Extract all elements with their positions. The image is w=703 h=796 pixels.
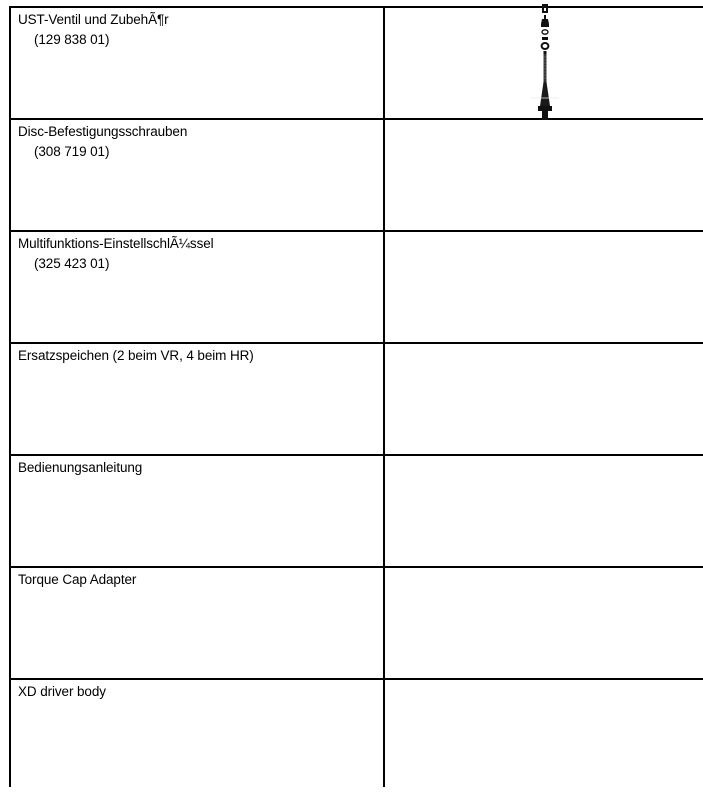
item-image-cell bbox=[384, 119, 703, 231]
item-image-cell bbox=[384, 455, 703, 567]
item-name: Bedienungsanleitung bbox=[18, 460, 143, 475]
parts-table bbox=[9, 6, 703, 787]
item-part-number: (308 719 01) bbox=[34, 144, 110, 159]
item-part-number: (129 838 01) bbox=[34, 32, 110, 47]
table-row bbox=[10, 7, 703, 119]
item-name: Multifunktions-EinstellschlÃ¼ssel bbox=[18, 236, 214, 251]
item-label-cell bbox=[10, 7, 384, 119]
item-part-number: (325 423 01) bbox=[34, 256, 110, 271]
table-row bbox=[10, 343, 703, 455]
item-name: XD driver body bbox=[18, 684, 106, 699]
table-row bbox=[10, 455, 703, 567]
item-image-cell bbox=[384, 7, 703, 119]
item-image-cell bbox=[384, 567, 703, 679]
item-name: Torque Cap Adapter bbox=[18, 572, 137, 587]
tubeless-valve-icon bbox=[528, 2, 562, 120]
item-label-cell bbox=[10, 679, 384, 787]
table-row bbox=[10, 679, 703, 787]
item-name: Disc-Befestigungsschrauben bbox=[18, 124, 188, 139]
item-image-cell bbox=[384, 679, 703, 787]
item-image-cell bbox=[384, 343, 703, 455]
item-name: Ersatzspeichen (2 beim VR, 4 beim HR) bbox=[18, 348, 254, 363]
item-label-cell bbox=[10, 343, 384, 455]
item-label-cell bbox=[10, 455, 384, 567]
item-label-cell bbox=[10, 231, 384, 343]
item-label-cell bbox=[10, 567, 384, 679]
item-image-cell bbox=[384, 231, 703, 343]
table-row bbox=[10, 119, 703, 231]
item-name: UST-Ventil und ZubehÃ¶r bbox=[18, 12, 169, 27]
table-row bbox=[10, 231, 703, 343]
table-row bbox=[10, 567, 703, 679]
item-label-cell bbox=[10, 119, 384, 231]
